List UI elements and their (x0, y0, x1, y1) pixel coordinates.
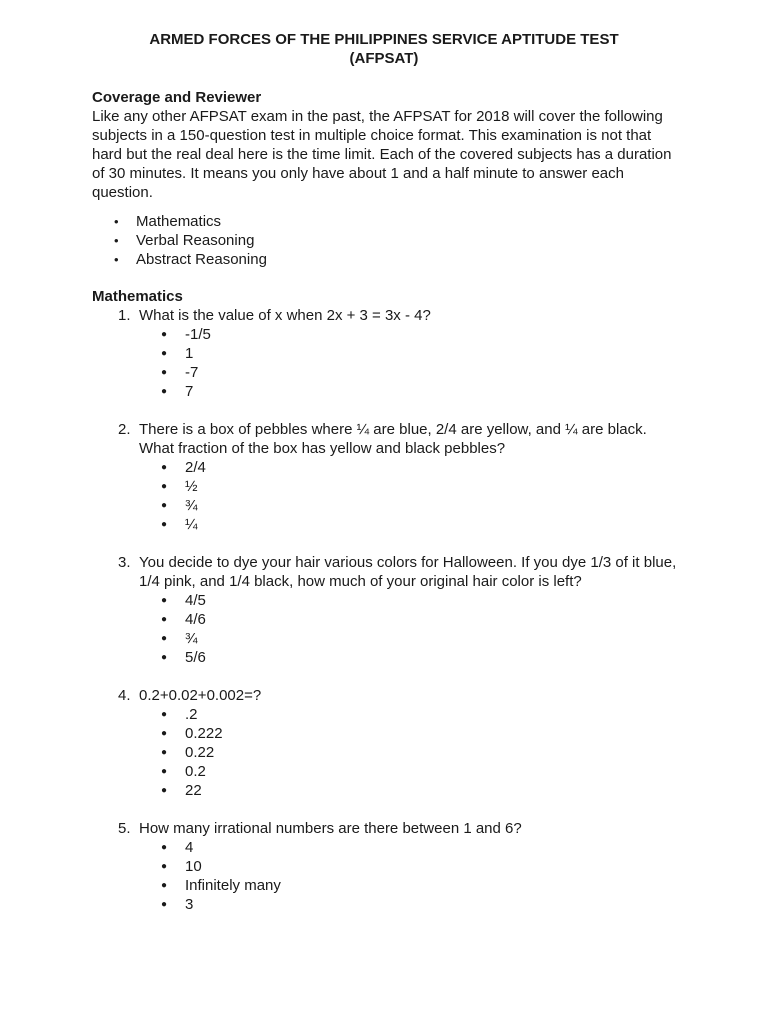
question-text: How many irrational numbers are there between 1 and 6? (139, 820, 522, 837)
choice-list (139, 591, 682, 667)
choice-item: ● 4 (139, 838, 682, 857)
choice-item: ● 5/6 (139, 648, 682, 667)
choice-item: ● 4/6 (139, 610, 682, 629)
coverage-heading: Coverage and Reviewer (92, 89, 262, 106)
question-text: What is the value of x when 2x + 3 = 3x - 4? (139, 307, 431, 324)
choice-item: ● -7 (139, 363, 682, 382)
question-list (92, 306, 682, 914)
choice-item: ● 10 (139, 857, 682, 876)
question-1 (92, 306, 682, 401)
question-number: 1. (118, 307, 131, 324)
choice-item: ● 7 (139, 382, 682, 401)
document-title (92, 30, 676, 68)
choice-item: ● -1/5 (139, 325, 682, 344)
choice-item: ● 1 (139, 344, 682, 363)
choice-item: ● ¾ (139, 629, 682, 648)
question-text: You decide to dye your hair various colors for Halloween. If you dye 1/3 of it blue, 1/4 pink, and 1/4 black, how much of your original hair color is left? (139, 554, 677, 590)
mathematics-heading: Mathematics (92, 288, 183, 305)
choice-item: ● Infinitely many (139, 876, 682, 895)
question-5 (92, 819, 682, 914)
question-number: 3. (118, 554, 131, 571)
choice-item: ● 3 (139, 895, 682, 914)
subject-item: • Abstract Reasoning (92, 250, 682, 269)
choice-item: ● 22 (139, 781, 682, 800)
choice-item: ● 0.2 (139, 762, 682, 781)
title-line-1: ARMED FORCES OF THE PHILIPPINES SERVICE APTITUDE TEST (149, 31, 619, 48)
question-3 (92, 553, 682, 667)
subject-item: • Mathematics (92, 212, 682, 231)
question-text: There is a box of pebbles where ¼ are blue, 2/4 are yellow, and ¼ are black. What fraction of the box has yellow and black pebbles? (139, 421, 647, 457)
document-page (92, 30, 682, 933)
choice-item: ● ¼ (139, 515, 682, 534)
choice-item: ● 0.222 (139, 724, 682, 743)
question-2 (92, 420, 682, 534)
subject-item: • Verbal Reasoning (92, 231, 682, 250)
choice-item: ● 2/4 (139, 458, 682, 477)
choice-list (139, 458, 682, 534)
choice-item: ● 0.22 (139, 743, 682, 762)
choice-item: ● .2 (139, 705, 682, 724)
choice-item: ● 4/5 (139, 591, 682, 610)
choice-list (139, 705, 682, 800)
choice-item: ● ¾ (139, 496, 682, 515)
subject-list (92, 212, 682, 269)
question-4 (92, 686, 682, 800)
question-number: 5. (118, 820, 131, 837)
title-line-2: (AFPSAT) (349, 50, 419, 67)
choice-list (139, 325, 682, 401)
question-number: 2. (118, 421, 131, 438)
choice-item: ● ½ (139, 477, 682, 496)
intro-paragraph: Like any other AFPSAT exam in the past, the AFPSAT for 2018 will cover the following subjects in a 150-question test in multiple choice format. This examination is not that hard but the real deal here is the time limit. Each of the covered subjects has a duration of 30 minutes. It means you only have about 1 and a half minute to answer each question. (92, 108, 672, 201)
choice-list (139, 838, 682, 914)
question-text: 0.2+0.02+0.002=? (139, 687, 262, 704)
question-number: 4. (118, 687, 131, 704)
